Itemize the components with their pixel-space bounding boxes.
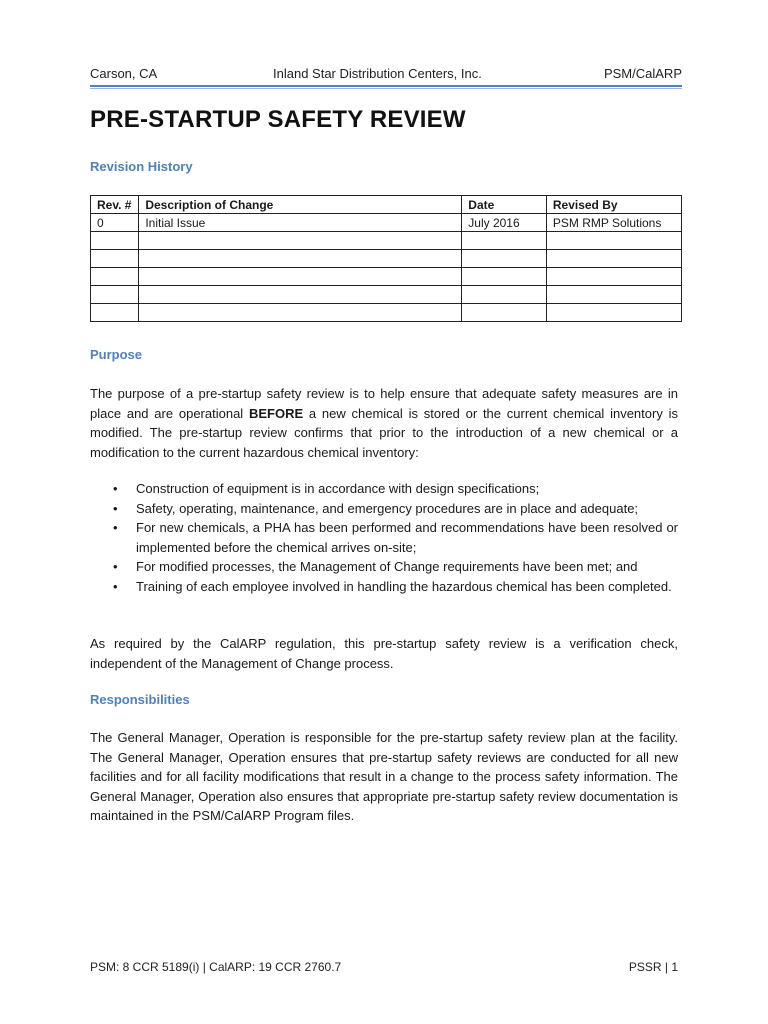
header-rule [90,85,682,87]
column-header: Date [462,196,547,214]
table-header-row [91,196,682,214]
list-item [90,557,678,577]
table-cell [91,268,139,286]
table-cell [139,304,462,322]
list-item-text: For modified processes, the Management of Change requirements have been met; and [136,559,638,574]
purpose-closing: As required by the CalARP regulation, this pre-startup safety review is a verification check, independent of the Management of Change process. [90,636,678,671]
table-cell [91,232,139,250]
header-company: Inland Star Distribution Centers, Inc. [273,66,482,81]
table-cell [462,268,547,286]
table-row [91,214,682,232]
table-row [91,286,682,304]
header-program: PSM/CalARP [603,66,682,81]
list-item [90,499,678,519]
bullet-icon: • [113,578,118,594]
revision-history-table [90,195,682,322]
list-item [90,479,678,499]
table-cell [139,250,462,268]
table-cell [462,286,547,304]
table-row [91,304,682,322]
footer-regulations: PSM: 8 CCR 5189(i) | CalARP: 19 CCR 2760.7 [90,960,342,974]
table-cell [91,304,139,322]
table-cell [546,304,681,322]
list-item [90,518,678,557]
header-location: Carson, CA [90,66,158,81]
responsibilities-heading: Responsibilities [90,692,190,707]
table-cell [139,286,462,304]
table-cell: PSM RMP Solutions [546,214,681,232]
table-cell [91,250,139,268]
bullet-icon: • [113,559,118,574]
table-cell [462,250,547,268]
purpose-heading: Purpose [90,347,143,362]
responsibilities-body: The General Manager, Operation is responsible for the pre-startup safety review plan at the facility. The General Manager, Operation ensures that pre-startup safety reviews are conducted for all new facilities and for all facility modifications that result in a change to the process safety information. The General Manager, Operation also ensures that appropriate pre-startup safety review documentation is maintained in the PSM/CalARP Program files. [90,730,678,823]
table-cell [546,286,681,304]
bullet-icon: • [113,500,118,516]
table-cell: July 2016 [462,214,547,232]
table-cell [462,232,547,250]
bullet-icon: • [113,481,118,496]
revision-history-heading: Revision History [90,159,193,174]
table-cell [91,286,139,304]
page-title: PRE-STARTUP SAFETY REVIEW [90,106,466,133]
list-item-text: Training of each employee involved in handling the hazardous chemical has been completed. [136,578,672,594]
table-cell [546,268,681,286]
list-item-text: Safety, operating, maintenance, and emergency procedures are in place and adequate; [136,500,639,516]
list-item [90,577,678,597]
bullet-icon: • [113,520,118,535]
table-row [91,250,682,268]
purpose-intro-text: The purpose of a pre-startup safety review is to help ensure that adequate safety measures are in place and are operational [90,386,678,421]
table-cell [546,232,681,250]
purpose-bullet-list [90,479,678,596]
list-item-text: For new chemicals, a PHA has been performed and recommendations have been resolved or implemented before the chemical arrives on-site; [136,520,678,555]
page-header [90,66,682,86]
table-cell: Initial Issue [139,214,462,232]
column-header: Description of Change [139,196,462,214]
table-cell [139,232,462,250]
purpose-intro [90,384,678,462]
table-row [91,232,682,250]
column-header: Rev. # [91,196,139,214]
table-cell: 0 [91,214,139,232]
footer-page-number: PSSR | 1 [628,960,678,974]
header-rule-thin [90,88,682,89]
column-header: Revised By [546,196,681,214]
table-cell [462,304,547,322]
table-row [91,268,682,286]
purpose-intro-text-cont: a new chemical is stored or the current chemical inventory is modified. The pre-startup review confirms that prior to the introduction of a new chemical or a modification to the current hazardous chemical inventory: [90,405,678,460]
purpose-intro-emphasis: BEFORE [248,405,304,421]
list-item-text: Construction of equipment is in accordance with design specifications; [136,481,540,496]
table-cell [139,268,462,286]
table-cell [546,250,681,268]
